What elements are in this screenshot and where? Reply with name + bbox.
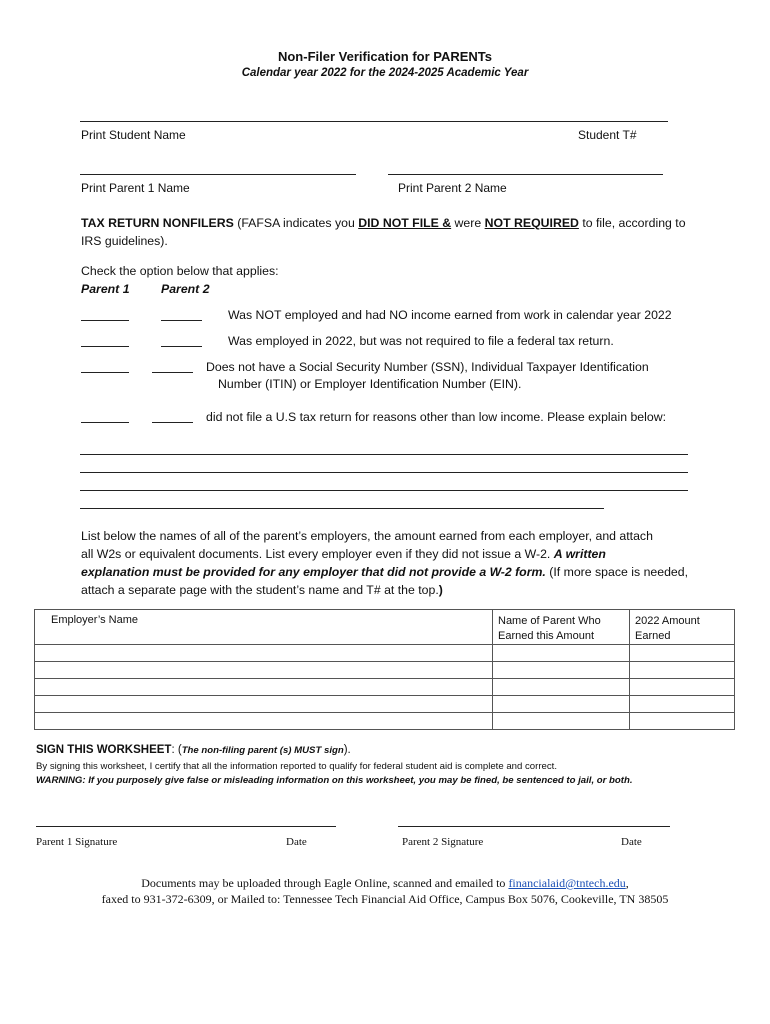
form-subtitle: Calendar year 2022 for the 2024-2025 Academic Year — [241, 67, 529, 79]
option3-parent1-blank[interactable] — [81, 372, 129, 373]
option3-parent2-blank[interactable] — [152, 372, 193, 373]
option2-parent2-blank[interactable] — [161, 346, 202, 347]
parent2-signature-line[interactable] — [398, 826, 670, 827]
employer-cell[interactable] — [35, 662, 493, 679]
date1-label: Date — [286, 836, 307, 848]
student-id-label: Student T# — [578, 128, 637, 142]
employers-table — [34, 609, 735, 730]
employer-cell[interactable] — [35, 679, 493, 696]
option3-text: Does not have a Social Security Number (SSN), Individual Taxpayer Identification — [206, 360, 649, 374]
option1-parent2-blank[interactable] — [161, 320, 202, 321]
nonfilers-paragraph — [81, 214, 701, 250]
employer-cell[interactable] — [35, 696, 493, 713]
table-header-row — [35, 610, 735, 645]
parent-cell[interactable] — [493, 713, 630, 730]
parent1-column-label: Parent 1 — [81, 282, 130, 296]
employers-line3a: explanation must be provided for any employer that did not provide a W-2 form. — [81, 565, 546, 579]
sign-heading-text: SIGN THIS WORKSHEET — [36, 744, 172, 756]
sign-heading — [36, 744, 351, 756]
did-not-file-text: DID NOT FILE & — [358, 216, 452, 230]
parent1-signature-label: Parent 1 Signature — [36, 836, 118, 848]
employers-line2b: A written — [553, 547, 606, 561]
option3-text-line2: Number (ITIN) or Employer Identification Number (EIN). — [218, 377, 522, 391]
employer-cell[interactable] — [35, 645, 493, 662]
employers-paragraph — [81, 527, 711, 599]
amount-cell[interactable] — [630, 713, 735, 730]
table-row — [35, 645, 735, 662]
employers-line1: List below the names of all of the parent’s employers, the amount earned from each employer, and attach — [81, 529, 653, 543]
sign-heading-end: ). — [343, 744, 351, 756]
footer-line1-end: , — [625, 876, 629, 890]
footer-line1-text: Documents may be uploaded through Eagle Online, scanned and emailed to — [141, 876, 509, 890]
employer-name-header: Employer’s Name — [35, 610, 493, 645]
check-instruction: Check the option below that applies: — [81, 264, 279, 278]
warning-statement: WARNING: If you purposely give false or misleading information on this worksheet, you may be fined, be sentenced to jail, or both. — [36, 775, 633, 786]
nonfilers-heading: TAX RETURN NONFILERS — [81, 216, 234, 230]
option4-text: did not file a U.S tax return for reasons other than low income. Please explain below: — [206, 410, 667, 424]
option1-parent1-blank[interactable] — [81, 320, 129, 321]
student-name-label: Print Student Name — [81, 128, 186, 142]
explanation-line-1[interactable] — [80, 454, 688, 455]
parent-name-header: Name of Parent Who Earned this Amount — [493, 610, 630, 645]
option2-parent1-blank[interactable] — [81, 346, 129, 347]
footer-line1 — [0, 876, 770, 891]
parent2-name-line[interactable] — [388, 174, 663, 175]
parent-cell[interactable] — [493, 696, 630, 713]
explanation-line-4[interactable] — [80, 508, 604, 509]
sign-heading-colon: : ( — [171, 744, 182, 756]
student-name-line[interactable] — [80, 121, 668, 122]
employers-line2a: all W2s or equivalent documents. List every employer even if they did not issue a W-2. — [81, 547, 554, 561]
parent2-column-label: Parent 2 — [161, 282, 210, 296]
table-row — [35, 679, 735, 696]
amount-cell[interactable] — [630, 662, 735, 679]
date2-label: Date — [621, 836, 642, 848]
footer-line2: faxed to 931-372-6309, or Mailed to: Tennessee Tech Financial Aid Office, Campus Box 5076, Cookeville, TN 38505 — [101, 892, 669, 906]
option1-text: Was NOT employed and had NO income earned from work in calendar year 2022 — [228, 308, 672, 322]
parent2-name-label: Print Parent 2 Name — [398, 181, 507, 195]
parent1-name-label: Print Parent 1 Name — [81, 181, 190, 195]
employers-line4a: attach a separate page with the student’s name and T# at the top. — [81, 583, 439, 597]
nonfilers-text-a: (FAFSA indicates you — [233, 216, 359, 230]
explanation-line-3[interactable] — [80, 490, 688, 491]
table-row — [35, 696, 735, 713]
parent-cell[interactable] — [493, 662, 630, 679]
sign-heading-note: The non-filing parent (s) MUST sign — [181, 745, 344, 756]
option4-parent1-blank[interactable] — [81, 422, 129, 423]
table-row — [35, 713, 735, 730]
not-required-text: NOT REQUIRED — [484, 216, 579, 230]
nonfilers-text-b: were — [451, 216, 485, 230]
table-row — [35, 662, 735, 679]
employers-line4b: ) — [438, 583, 443, 597]
form-title: Non-Filer Verification for PARENTs — [277, 49, 493, 64]
parent-cell[interactable] — [493, 679, 630, 696]
email-link[interactable]: financialaid@tntech.edu — [508, 876, 626, 890]
amount-cell[interactable] — [630, 645, 735, 662]
amount-header: 2022 Amount Earned — [630, 610, 735, 645]
parent1-name-line[interactable] — [80, 174, 356, 175]
employers-line3b: (If more space is needed, — [545, 565, 689, 579]
amount-cell[interactable] — [630, 679, 735, 696]
parent-cell[interactable] — [493, 645, 630, 662]
employer-cell[interactable] — [35, 713, 493, 730]
option2-text: Was employed in 2022, but was not required to file a federal tax return. — [228, 334, 614, 348]
parent1-signature-line[interactable] — [36, 826, 336, 827]
explanation-line-2[interactable] — [80, 472, 688, 473]
nonfilers-text-d: IRS guidelines). — [81, 234, 168, 248]
nonfilers-text-c: to file, according to — [578, 216, 686, 230]
amount-cell[interactable] — [630, 696, 735, 713]
certify-statement: By signing this worksheet, I certify that all the information reported to qualify for federal student aid is complete and correct. — [36, 761, 557, 772]
option4-parent2-blank[interactable] — [152, 422, 193, 423]
parent2-signature-label: Parent 2 Signature — [402, 836, 484, 848]
